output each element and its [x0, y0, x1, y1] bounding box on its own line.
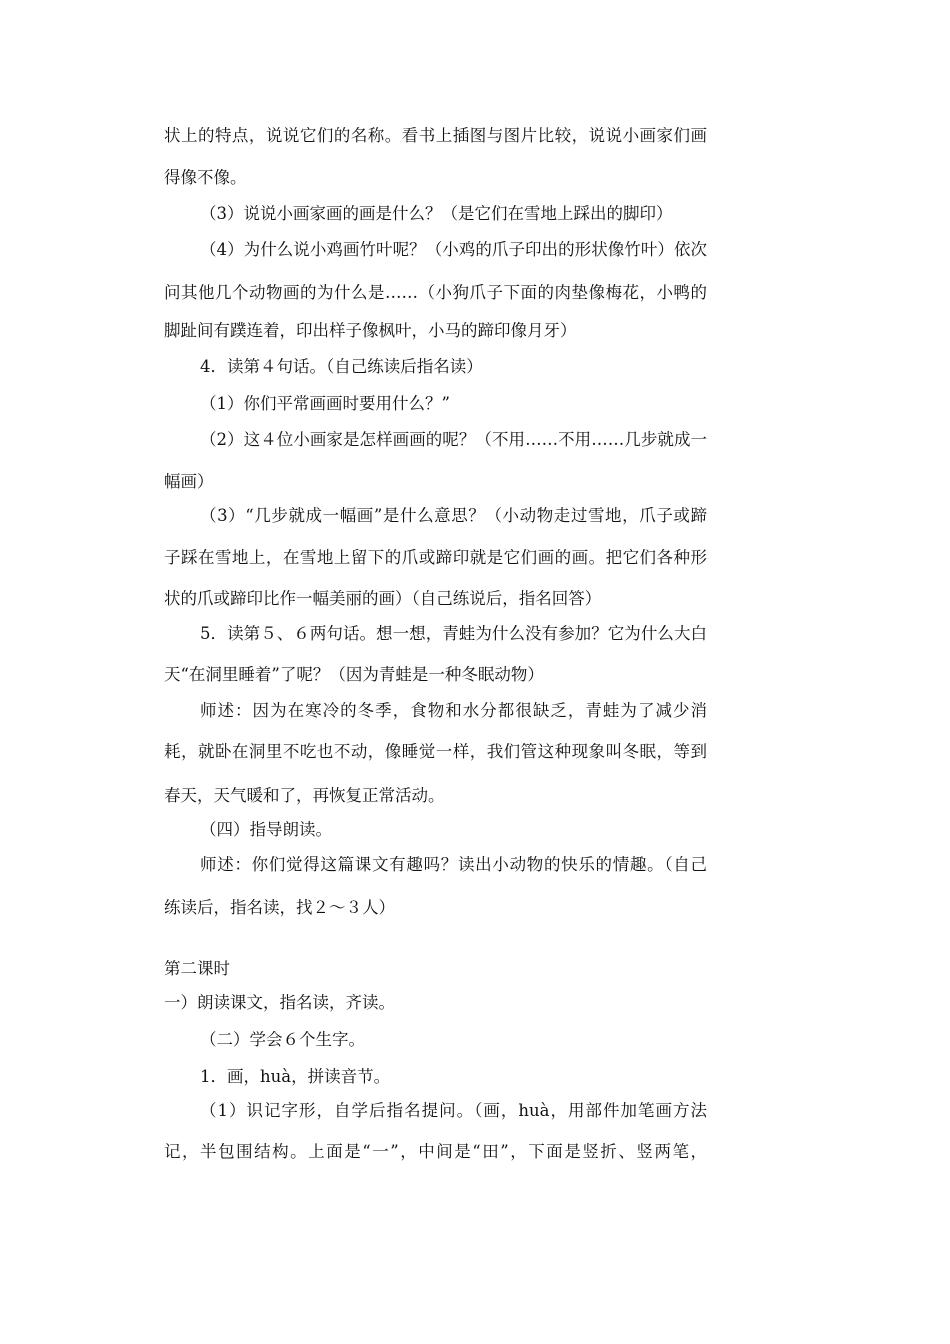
text-line: （二）学会６个生字。 [200, 1030, 365, 1049]
text-line: （3）说说小画家画的画是什么？（是它们在雪地上踩出的脚印） [200, 204, 673, 223]
text-line: 幅画） [164, 472, 214, 491]
text-line: 一）朗读课文，指名读，齐读。 [164, 993, 395, 1012]
text-line: 练读后，指名读，找２～３人） [164, 898, 395, 917]
text-line: 1．画，huà，拼读音节。 [200, 1067, 391, 1086]
text-line: （1）你们平常画画时要用什么？” [200, 394, 450, 413]
text-line: （2）这４位小画家是怎样画画的呢？（不用……不用……几步就成一 [200, 430, 707, 449]
text-line: （3）“几步就成一幅画”是什么意思？（小动物走过雪地，爪子或蹄 [200, 506, 707, 525]
text-line: 问其他几个动物画的为什么是……（小狗爪子下面的肉垫像梅花，小鸭的 [164, 283, 707, 302]
text-line: 脚趾间有蹼连着，印出样子像枫叶，小马的蹄印像月牙） [164, 321, 577, 340]
text-line: 状上的特点，说说它们的名称。看书上插图与图片比较，说说小画家们画 [164, 126, 707, 145]
text-line: 师述：你们觉得这篇课文有趣吗？读出小动物的快乐的情趣。（自己 [200, 855, 707, 874]
text-line: 得像不像。 [164, 168, 247, 187]
section-heading: 第二课时 [164, 959, 230, 978]
text-line: （4）为什么说小鸡画竹叶呢？（小鸡的爪子印出的形状像竹叶）依次 [200, 240, 707, 259]
text-line: 天“在洞里睡着”了呢？（因为青蛙是一种冬眠动物） [164, 665, 544, 684]
text-line: 4．读第４句话。（自己练读后指名读） [200, 357, 483, 376]
text-line: 记，半包围结构。上面是“一”，中间是“田”，下面是竖折、竖两笔， [164, 1142, 707, 1161]
text-line: 5．读第５、６两句话。想一想，青蛙为什么没有参加？它为什么大白 [200, 624, 707, 643]
text-line: （四）指导朗读。 [200, 820, 332, 839]
text-line: （1）识记字形，自学后指名提问。（画，huà，用部件加笔画方法 [200, 1101, 707, 1120]
text-line: 子踩在雪地上，在雪地上留下的爪或蹄印就是它们画的画。把它们各种形 [164, 548, 707, 567]
text-line: 春天，天气暖和了，再恢复正常活动。 [164, 786, 445, 805]
text-line: 状的爪或蹄印比作一幅美丽的画）（自己练说后，指名回答） [164, 589, 602, 608]
text-line: 耗，就卧在洞里不吃也不动，像睡觉一样，我们管这种现象叫冬眠，等到 [164, 742, 707, 761]
text-line: 师述：因为在寒冷的冬季，食物和水分都很缺乏，青蛙为了减少消 [200, 701, 707, 720]
